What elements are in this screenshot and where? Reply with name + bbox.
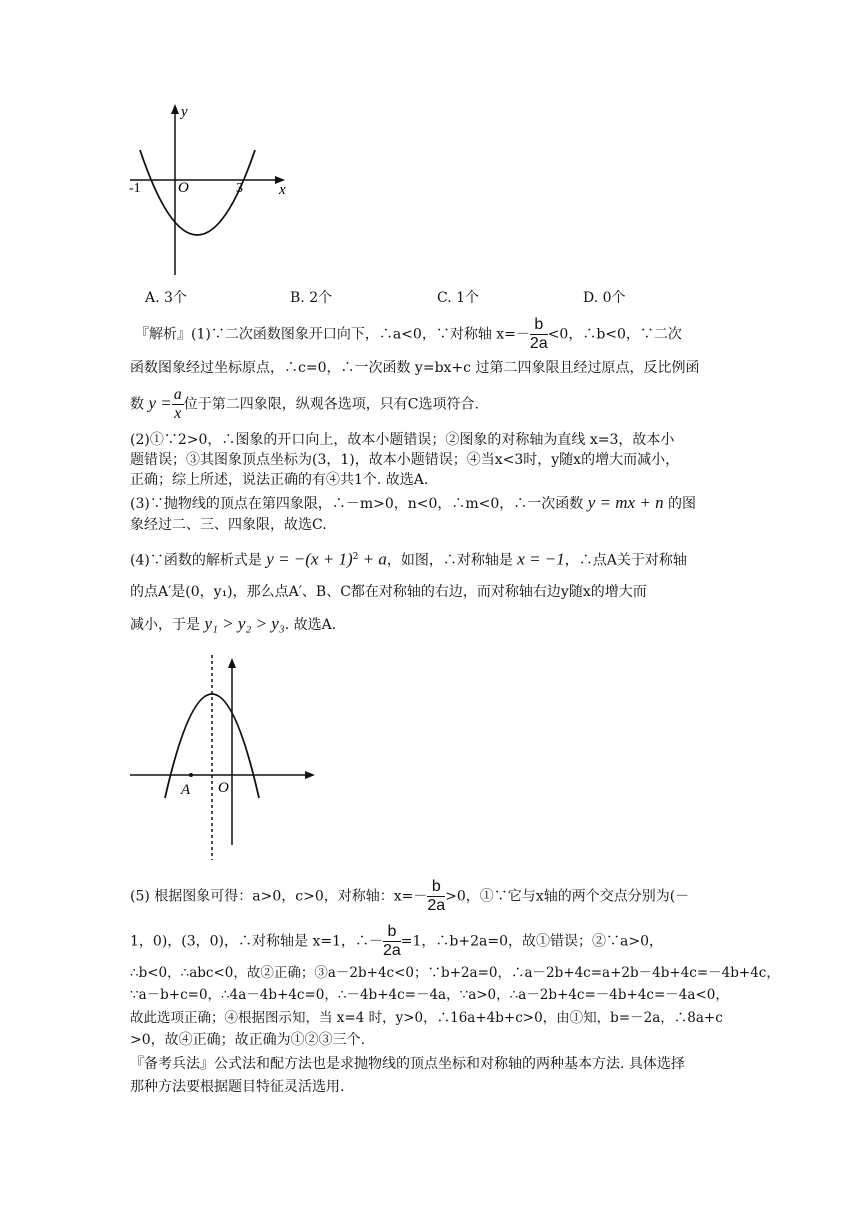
analysis-p1-line1: 『解析』(1)∵二次函数图象开口向下，∴a<0，∵对称轴 x=－ $\frac{b}{2a}$ <0，∴b<0，∵二次	[135, 316, 682, 352]
analysis-p3-line1: (3)∵抛物线的顶点在第四象限，∴－m>0，n<0，∴m<0，∴一次函数 y = mx + n 的图	[130, 493, 697, 512]
tips-line1: 『备考兵法』公式法和配方法也是求抛物线的顶点坐标和对称轴的两种基本方法. 具体选择	[130, 1056, 685, 1072]
option-d: D. 0个	[583, 290, 626, 306]
origin-label: O	[178, 180, 189, 196]
analysis-p4-line3: 减小，于是 y₁ > y₂ > y₃. 故选A.	[130, 614, 337, 633]
analysis-p5-line3: ∴b<0，∴abc<0，故②正确；③a－2b+4c<0；∵b+2a=0，∴a－2b+4c=a+2b－4b+4c=－4b+4c，	[130, 965, 780, 981]
analysis-p2-line3: 正确；综上所述，说法正确的有④共1个. 故选A.	[130, 472, 429, 488]
fraction-b-2a: $\frac{b}{2a}$	[529, 316, 548, 352]
analysis-p5-line6: >0，故④正确；故正确为①②③三个.	[130, 1032, 366, 1048]
fraction-b-2a-3: $\frac{b}{2a}$	[383, 923, 401, 959]
analysis-p1-line3: 数 y = $\frac{a}{x}$ 位于第二四象限，纵观各选项，只有C选项符合.	[130, 386, 479, 422]
analysis-p5-line4: ∵a－b+c=0，∴4a－4b+4c=0，∴－4b+4c=－4a，∵a>0，∴a－2b+4c=－4b+4c=－4a<0，	[130, 987, 729, 1003]
parabola-graph-1	[125, 100, 295, 280]
analysis-p4-line1: (4)∵函数的解析式是 $y = -(x + 1)^2 + a$，如图，∴对称轴是 x = −1，∴点A关于对称轴	[130, 549, 687, 569]
neg-one-label: -1	[129, 181, 141, 196]
y-axis-label: y	[181, 104, 188, 120]
option-c: C. 1个	[437, 290, 480, 306]
point-a-label: A	[181, 782, 191, 798]
y-axis-arrow	[228, 658, 236, 668]
origin-label: O	[218, 780, 229, 796]
tips-line2: 那种方法要根据题目特征灵活选用.	[130, 1079, 345, 1095]
analysis-p5-line5: 故此选项正确；④根据图示知，当 x=4 时，y>0，∴16a+4b+c>0，由①知，b=－2a，∴8a+c	[130, 1010, 723, 1026]
x-axis-arrow	[305, 771, 315, 779]
fraction-a-x: $\frac{a}{x}$	[173, 386, 182, 422]
three-label: 3	[236, 181, 243, 196]
analysis-p3-line2: 象经过二、三、四象限，故选C.	[130, 517, 327, 533]
analysis-p2-line2: 题错误；③其图象顶点坐标为(3，1)，故本小题错误；④当x<3时，y随x的增大而减小，	[130, 452, 680, 468]
analysis-p2-line1: (2)①∵2>0，∴图象的开口向上，故本小题错误；②图象的对称轴为直线 x=3，故本小	[130, 432, 675, 448]
analysis-p4-line2: 的点A′是(0，y₁)，那么点A′、B、C都在对称轴的右边，而对称轴右边y随x的增大而	[130, 584, 647, 600]
option-b: B. 2个	[290, 290, 333, 306]
point-a	[189, 773, 193, 777]
analysis-p1-line2: 函数图象经过坐标原点，∴c=0，∴一次函数 y=bx+c 过第二四象限且经过原点，反比例函	[130, 360, 700, 376]
x-axis-label: x	[279, 182, 286, 198]
parabola-graph-2	[125, 650, 325, 865]
option-a: A. 3个	[145, 290, 187, 306]
fraction-b-2a-2: $\frac{b}{2a}$	[427, 878, 446, 914]
y-axis-arrow	[171, 104, 179, 114]
analysis-p5-line1: (5) 根据图象可得：a>0，c>0，对称轴：x=－ $\frac{b}{2a}$ >0，①∵它与x轴的两个交点分别为(－	[130, 878, 690, 914]
analysis-p5-line2: 1，0)，(3，0)，∴对称轴是 x=1，∴－ $\frac{b}{2a}$ =1，∴b+2a=0，故①错误；②∵a>0，	[130, 923, 664, 959]
